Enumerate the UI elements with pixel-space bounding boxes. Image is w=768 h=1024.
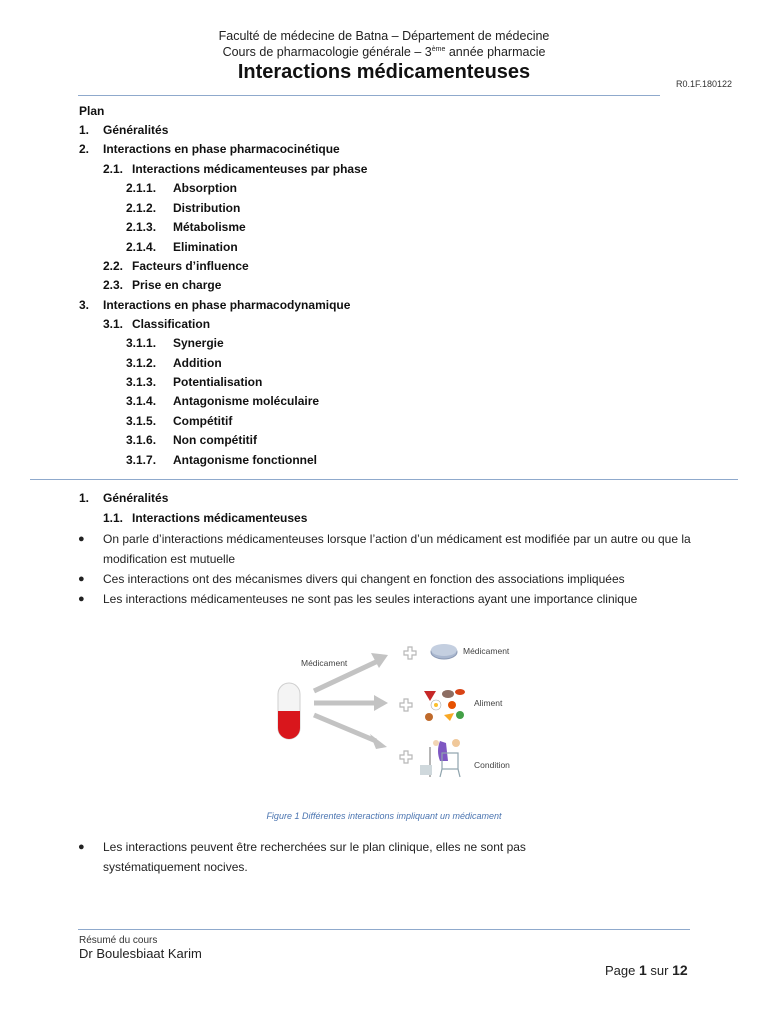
elderly-person-icon [420, 739, 460, 777]
toc-item [126, 240, 238, 254]
footer-course: Résumé du cours [79, 935, 158, 946]
toc-item [126, 433, 257, 447]
plan-heading: Plan [79, 104, 105, 118]
course-header-sup: ème [431, 45, 446, 53]
arrow-to-food-icon [314, 695, 388, 711]
toc-number: 3.1.4. [126, 394, 157, 408]
food-icon [424, 689, 465, 721]
toc-number: 3.1.2. [126, 356, 157, 370]
toc-item [126, 201, 240, 215]
toc-label: Distribution [173, 201, 241, 215]
section-number: 1. [79, 491, 90, 505]
document-title: Interactions médicamenteuses [237, 61, 531, 83]
bullet-text: Ces interactions ont des mécanismes divers qui changent en fonction des associations impliquées [103, 572, 625, 586]
course-header-suffix: année pharmacie [445, 45, 546, 59]
page-separator: sur [646, 963, 673, 978]
toc-number: 2.1.4. [126, 240, 157, 254]
toc-item [103, 259, 249, 273]
toc-number: 3.1.3. [126, 375, 157, 389]
plus-icon [400, 647, 416, 763]
toc-item [126, 375, 262, 389]
list-item [78, 570, 698, 590]
toc-label: Antagonisme fonctionnel [173, 453, 317, 467]
bullet-text: Les interactions peuvent être recherchées sur le plan clinique, elles ne sont pas systématiquement nocives. [103, 840, 526, 874]
toc-number: 2.1.3. [126, 220, 157, 234]
toc-number: 2.1. [103, 162, 124, 176]
toc-label: Classification [132, 317, 211, 331]
toc-label: Addition [173, 356, 222, 370]
toc-number: 3.1. [103, 317, 124, 331]
figure-label-source: Médicament [301, 658, 348, 668]
toc-number: 2.3. [103, 278, 124, 292]
page-total: 12 [672, 962, 688, 978]
toc-label: Interactions en phase pharmacodynamique [103, 298, 351, 312]
toc-label: Absorption [173, 181, 237, 195]
plan-divider [30, 479, 738, 480]
toc-label: Interactions médicamenteuses par phase [132, 162, 368, 176]
toc-number: 2.1.2. [126, 201, 157, 215]
toc-label: Antagonisme moléculaire [173, 394, 320, 408]
toc-item [103, 278, 221, 292]
capsule-icon [278, 683, 300, 739]
section-title: Généralités [103, 491, 169, 505]
toc-label: Potentialisation [173, 375, 263, 389]
document-reference: R0.1F.180122 [676, 79, 733, 89]
faculty-header: Faculté de médecine de Batna – Département de médecine [218, 29, 550, 43]
toc-number: 3.1.1. [126, 336, 157, 350]
section-heading [79, 491, 168, 505]
toc-item [126, 394, 319, 408]
figure-label-condition: Condition [474, 760, 510, 770]
course-header-text: Cours de pharmacologie générale – 3 [222, 45, 432, 59]
bullet-text: On parle d’interactions médicamenteuses lorsque l’action d’un médicament est modifiée par un autre ou que la modification est mutuelle [103, 532, 691, 566]
toc-number: 3.1.6. [126, 433, 157, 447]
toc-item [126, 336, 224, 350]
header-divider [78, 95, 660, 96]
toc-item [126, 220, 246, 234]
bullet-icon: ● [78, 593, 85, 605]
figure-label-drug: Médicament [463, 646, 510, 656]
toc-number: 3.1.5. [126, 414, 157, 428]
toc-number: 1. [79, 123, 90, 137]
toc-label: Généralités [103, 123, 169, 137]
subsection-title: Interactions médicamenteuses [132, 511, 308, 525]
page-prefix: Page [605, 963, 639, 978]
footer-author: Dr Boulesbiaat Karim [79, 946, 202, 961]
page-number [605, 962, 688, 978]
subsection-number: 1.1. [103, 511, 124, 525]
page-current: 1 [638, 962, 647, 978]
interaction-figure [270, 635, 520, 795]
toc-label: Non compétitif [173, 433, 257, 447]
course-header [0, 45, 768, 59]
toc-label: Synergie [173, 336, 224, 350]
toc-item [126, 356, 222, 370]
toc-item [126, 414, 232, 428]
arrow-to-condition-icon [314, 715, 387, 749]
toc-label: Métabolisme [173, 220, 246, 234]
toc-label: Compétitif [173, 414, 233, 428]
list-item [78, 590, 698, 630]
subsection-heading [103, 511, 307, 525]
bullet-text: Les interactions médicamenteuses ne sont pas les seules interactions ayant une importance clinique [103, 592, 638, 606]
toc-number: 2.1.1. [126, 181, 157, 195]
toc-item [79, 142, 340, 156]
figure-caption: Figure 1 Différentes interactions impliquant un médicament [266, 811, 502, 821]
figure-label-food: Aliment [474, 698, 503, 708]
toc-item [126, 453, 317, 467]
toc-label: Prise en charge [132, 278, 222, 292]
toc-number: 3.1.7. [126, 453, 157, 467]
toc-label: Elimination [173, 240, 238, 254]
toc-label: Interactions en phase pharmacocinétique [103, 142, 340, 156]
list-item [78, 530, 698, 570]
toc-item [79, 298, 350, 312]
bullet-icon: ● [78, 573, 85, 585]
toc-number: 2.2. [103, 259, 124, 273]
tablet-icon [431, 644, 457, 659]
footer-divider [78, 929, 690, 930]
list-item [78, 838, 698, 878]
toc-item [103, 162, 367, 176]
toc-item [103, 317, 210, 331]
toc-item [79, 123, 168, 137]
toc-label: Facteurs d’influence [132, 259, 249, 273]
bullet-icon: ● [78, 841, 85, 853]
toc-item [126, 181, 237, 195]
bullet-icon: ● [78, 533, 85, 545]
toc-number: 3. [79, 298, 90, 312]
toc-number: 2. [79, 142, 90, 156]
